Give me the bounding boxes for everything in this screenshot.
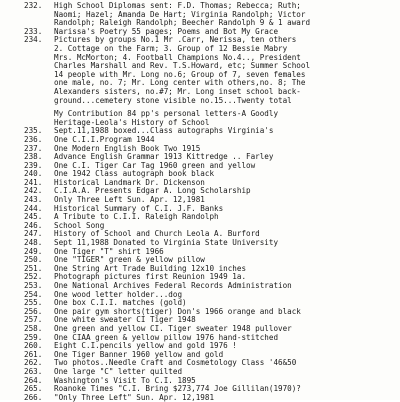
inventory-line: [24, 316, 396, 325]
item-text: Advance English Grammar 1913 Kittredge .. Farley: [54, 153, 274, 162]
item-number: 260.: [24, 341, 43, 351]
item-text: One "TIGER" green & yellow pillow: [54, 256, 205, 265]
inventory-line: [24, 11, 396, 20]
inventory-line: [24, 62, 396, 71]
inventory-line: [24, 213, 396, 222]
item-number: 265.: [24, 384, 43, 394]
inventory-line: [24, 334, 396, 343]
item-text: Photograph pictures first Reunion 1949 1a.: [54, 273, 247, 282]
item-text: "Only Three Left" Sun. Apr. 12,1981: [54, 393, 215, 402]
item-number: 266.: [24, 392, 43, 402]
inventory-line: [24, 136, 396, 145]
item-number: 239.: [24, 160, 43, 170]
item-text: Mrs. McMorton; 4. Football Champions No.4.., President: [54, 53, 301, 62]
item-text: Two photos..Needle Craft and Cosmetology Class '46&50: [54, 359, 297, 368]
item-number: 238.: [24, 152, 43, 162]
item-text: One C.I.I.Program 1944: [54, 135, 155, 144]
inventory-line: [24, 19, 396, 28]
item-text: Sept.11,1988 boxed...Class autographs Virginia's: [54, 127, 274, 136]
inventory-line: [24, 71, 396, 80]
item-text: Roanoke Times "C.I. Bring $273,774 Joe Gillilan(1970)?: [54, 385, 301, 394]
item-number: 233.: [24, 26, 43, 36]
item-text: One Tiger Banner 1960 yellow and gold: [54, 350, 224, 359]
item-text: Only Three Left Sun. Apr. 12,1981: [54, 196, 205, 205]
item-number: 245.: [24, 212, 43, 222]
item-number: 257.: [24, 315, 43, 325]
item-text: High School Diplomas sent: F.D. Thomas; Rebecca; Ruth;: [54, 2, 301, 10]
item-text: Heritage-Leola's History of School: [54, 118, 210, 127]
item-text: One pair gym shorts(tiger) Don's 1966 orange and black: [54, 307, 301, 316]
item-number: 254.: [24, 289, 43, 299]
item-number: 249.: [24, 246, 43, 256]
inventory-line: [24, 282, 396, 291]
inventory-line: [24, 368, 396, 377]
item-number: 264.: [24, 375, 43, 385]
item-number: 263.: [24, 366, 43, 376]
item-number: 237.: [24, 143, 43, 153]
item-number: 251.: [24, 263, 43, 273]
item-text: ground...cemetery stone visible no.15...Twenty total: [54, 96, 292, 105]
item-number: 253.: [24, 281, 43, 290]
item-number: 232.: [24, 1, 43, 10]
item-number: 258.: [24, 323, 43, 333]
inventory-line: [24, 291, 396, 300]
inventory-line: [24, 145, 396, 154]
inventory-line: [24, 239, 396, 248]
inventory-line: [24, 88, 396, 97]
item-text: History of School and Church Leola A. Burford: [54, 230, 260, 239]
inventory-list: [24, 2, 396, 402]
inventory-line: [24, 273, 396, 282]
inventory-line: [24, 28, 396, 37]
item-text: Naomi; Hazel; Amanda De Hart; Virginia Randolph; Victor: [54, 10, 306, 19]
item-number: 259.: [24, 332, 43, 342]
inventory-line: [24, 351, 396, 360]
item-text: One National Archives Federal Records Administration: [54, 282, 292, 290]
item-text: One CIAA green & yellow pillow 1976 hand-stitched: [54, 333, 279, 342]
inventory-line: [24, 162, 396, 171]
inventory-group-b: [24, 110, 396, 402]
item-text: One 1942 Class autograph book black: [54, 170, 215, 179]
inventory-line: [24, 45, 396, 54]
inventory-line: [24, 205, 396, 214]
item-number: 244.: [24, 203, 43, 213]
item-number: 256.: [24, 306, 43, 316]
item-text: One large "C" letter quilted: [54, 367, 183, 376]
inventory-line: [24, 36, 396, 45]
item-number: 262.: [24, 358, 43, 368]
item-text: One wood letter holder...dog: [54, 290, 183, 299]
item-number: 235.: [24, 126, 43, 136]
item-text: One green and yellow CI. Tiger sweater 1948 pullover: [54, 324, 292, 333]
inventory-line: [24, 308, 396, 317]
item-text: C.I.A.A. Presents Edgar A. Long Scholarship: [54, 187, 251, 196]
item-text: Pictures by groups No.1 Mr .Carr, Nerissa, ten others: [54, 36, 297, 45]
inventory-line: [24, 385, 396, 394]
item-number: 236.: [24, 134, 43, 144]
inventory-line: [24, 248, 396, 257]
item-text: School Song: [54, 221, 105, 230]
item-text: Washington's Visit To C.I. 1895: [54, 376, 196, 385]
item-text: One white sweater CI Tiger 1948: [54, 316, 196, 325]
item-text: Sept 11,1988 Donated to Virginia State University: [54, 239, 279, 248]
inventory-line: [24, 110, 396, 119]
inventory-line: [24, 299, 396, 308]
item-text: 14 people with Mr. Long no.6; Group of 7, seven females: [54, 70, 306, 79]
inventory-line: [24, 170, 396, 179]
inventory-line: [24, 119, 396, 128]
item-text: One Modern English Book Two 1915: [54, 144, 201, 153]
item-text: Eight C.I.pencils yellow and gold 1976 !: [54, 342, 237, 351]
item-text: one male, no. 7; Mr. Long center with others,no. 8; The: [54, 79, 306, 88]
item-number: 250.: [24, 255, 43, 265]
item-text: Narissa's Poetry 55 pages; Poems and Bot My Grace: [54, 27, 279, 36]
item-number: 242.: [24, 186, 43, 196]
item-number: 246.: [24, 220, 43, 230]
inventory-line: [24, 153, 396, 162]
item-number: 261.: [24, 349, 43, 359]
inventory-line: [24, 222, 396, 231]
inventory-line: [24, 127, 396, 136]
item-number: 234.: [24, 35, 43, 45]
inventory-line: [24, 394, 396, 402]
item-number: 241.: [24, 177, 43, 187]
inventory-line: [24, 230, 396, 239]
item-text: Historical Summary of C.I. J.F. Banks: [54, 204, 224, 213]
item-number: 252.: [24, 272, 43, 282]
item-number: 248.: [24, 238, 43, 248]
item-text: One String Art Trade Building 12x10 inches: [54, 264, 247, 273]
inventory-line: [24, 325, 396, 334]
inventory-line: [24, 54, 396, 63]
item-text: One box C.I.I. matches (gold): [54, 299, 187, 308]
inventory-group-a: [24, 2, 396, 105]
item-text: Alexanders sisters, no.#7; Mr. Long inset school back-: [54, 87, 301, 96]
item-number: 243.: [24, 195, 43, 205]
inventory-line: [24, 97, 396, 106]
item-number: 247.: [24, 229, 43, 239]
item-text: A Tribute to C.I.I. Raleigh Randolph: [54, 213, 219, 222]
item-number: 255.: [24, 298, 43, 308]
inventory-line: [24, 79, 396, 88]
inventory-line: [24, 342, 396, 351]
inventory-line: [24, 265, 396, 274]
item-text: One Tiger "T" shirt 1966: [54, 247, 164, 256]
inventory-line: [24, 359, 396, 368]
item-text: My Contribution 84 pp's personal letters-A Goodly: [54, 110, 279, 119]
item-number: 240.: [24, 169, 43, 179]
inventory-line: [24, 377, 396, 386]
inventory-line: [24, 256, 396, 265]
item-text: Randolph; Raleigh Randolph; Beecher Randolph 9 & 1 award: [54, 19, 311, 28]
inventory-line: [24, 179, 396, 188]
item-text: 2. Cottage on the Farm; 3. Group of 12 Bessie Mabry: [54, 44, 288, 53]
item-text: Charles Marshall and Rev. T.S.Howard, etc; Summer School: [54, 62, 311, 71]
inventory-line: [24, 187, 396, 196]
inventory-line: [24, 2, 396, 11]
item-text: Historical Landmark Dr. Dickenson: [54, 178, 205, 187]
item-text: One C.I. Tiger Car Tag 1960 green and yellow: [54, 161, 256, 170]
inventory-line: [24, 196, 396, 205]
